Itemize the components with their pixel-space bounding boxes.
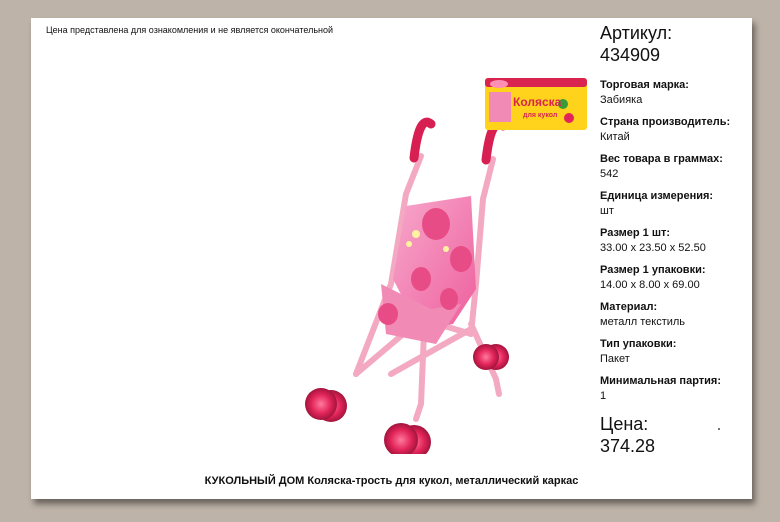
spec-label: Вес товара в граммах: bbox=[600, 153, 723, 165]
spec-label: Единица измерения: bbox=[600, 190, 714, 202]
decorative-dot bbox=[718, 428, 720, 430]
spec-weight bbox=[600, 152, 750, 182]
spec-value: шт bbox=[600, 205, 614, 217]
packaging-tag-graphic bbox=[485, 78, 587, 130]
spec-item-size bbox=[600, 226, 750, 256]
spec-value: металл текстиль bbox=[600, 316, 686, 328]
spec-label: Страна производитель: bbox=[600, 116, 731, 128]
spec-value: 542 bbox=[600, 168, 619, 180]
spec-package-size bbox=[600, 263, 750, 293]
price-value: 374.28 bbox=[600, 436, 656, 456]
spec-label: Материал: bbox=[600, 301, 658, 313]
spec-label: Торговая марка: bbox=[600, 79, 689, 91]
spec-value: Китай bbox=[600, 131, 630, 143]
product-specs bbox=[600, 22, 750, 457]
spec-label: Размер 1 шт: bbox=[600, 227, 671, 239]
spec-value: 33.00 x 23.50 x 52.50 bbox=[600, 242, 706, 254]
spec-value: 1 bbox=[600, 390, 607, 402]
packaging-tag-title: Коляска bbox=[513, 95, 562, 109]
article-block bbox=[600, 22, 750, 66]
spec-package-type bbox=[600, 337, 750, 367]
spec-value: 14.00 x 8.00 x 69.00 bbox=[600, 279, 700, 291]
product-title: КУКОЛЬНЫЙ ДОМ Коляска-трость для кукол, металлический каркас bbox=[204, 475, 579, 487]
spec-value: Пакет bbox=[600, 353, 630, 365]
price-block bbox=[600, 413, 750, 457]
spec-label: Минимальная партия: bbox=[600, 375, 721, 387]
spec-unit bbox=[600, 189, 750, 219]
spec-label: Тип упаковки: bbox=[600, 338, 677, 350]
spec-country bbox=[600, 115, 750, 145]
price-disclaimer: Цена представлена для ознакомления и не является окончательной bbox=[46, 25, 334, 35]
spec-value: Забияка bbox=[600, 94, 643, 106]
spec-brand bbox=[600, 78, 750, 108]
article-label: Артикул: bbox=[600, 23, 673, 43]
packaging-tag-subtitle: для кукол bbox=[523, 112, 558, 119]
spec-min-batch bbox=[600, 374, 750, 404]
spec-label: Размер 1 упаковки: bbox=[600, 264, 706, 276]
spec-material bbox=[600, 300, 750, 330]
article-value: 434909 bbox=[600, 45, 661, 65]
price-label: Цена: bbox=[600, 414, 649, 434]
packaging-tag bbox=[485, 78, 587, 135]
product-card bbox=[31, 18, 752, 499]
